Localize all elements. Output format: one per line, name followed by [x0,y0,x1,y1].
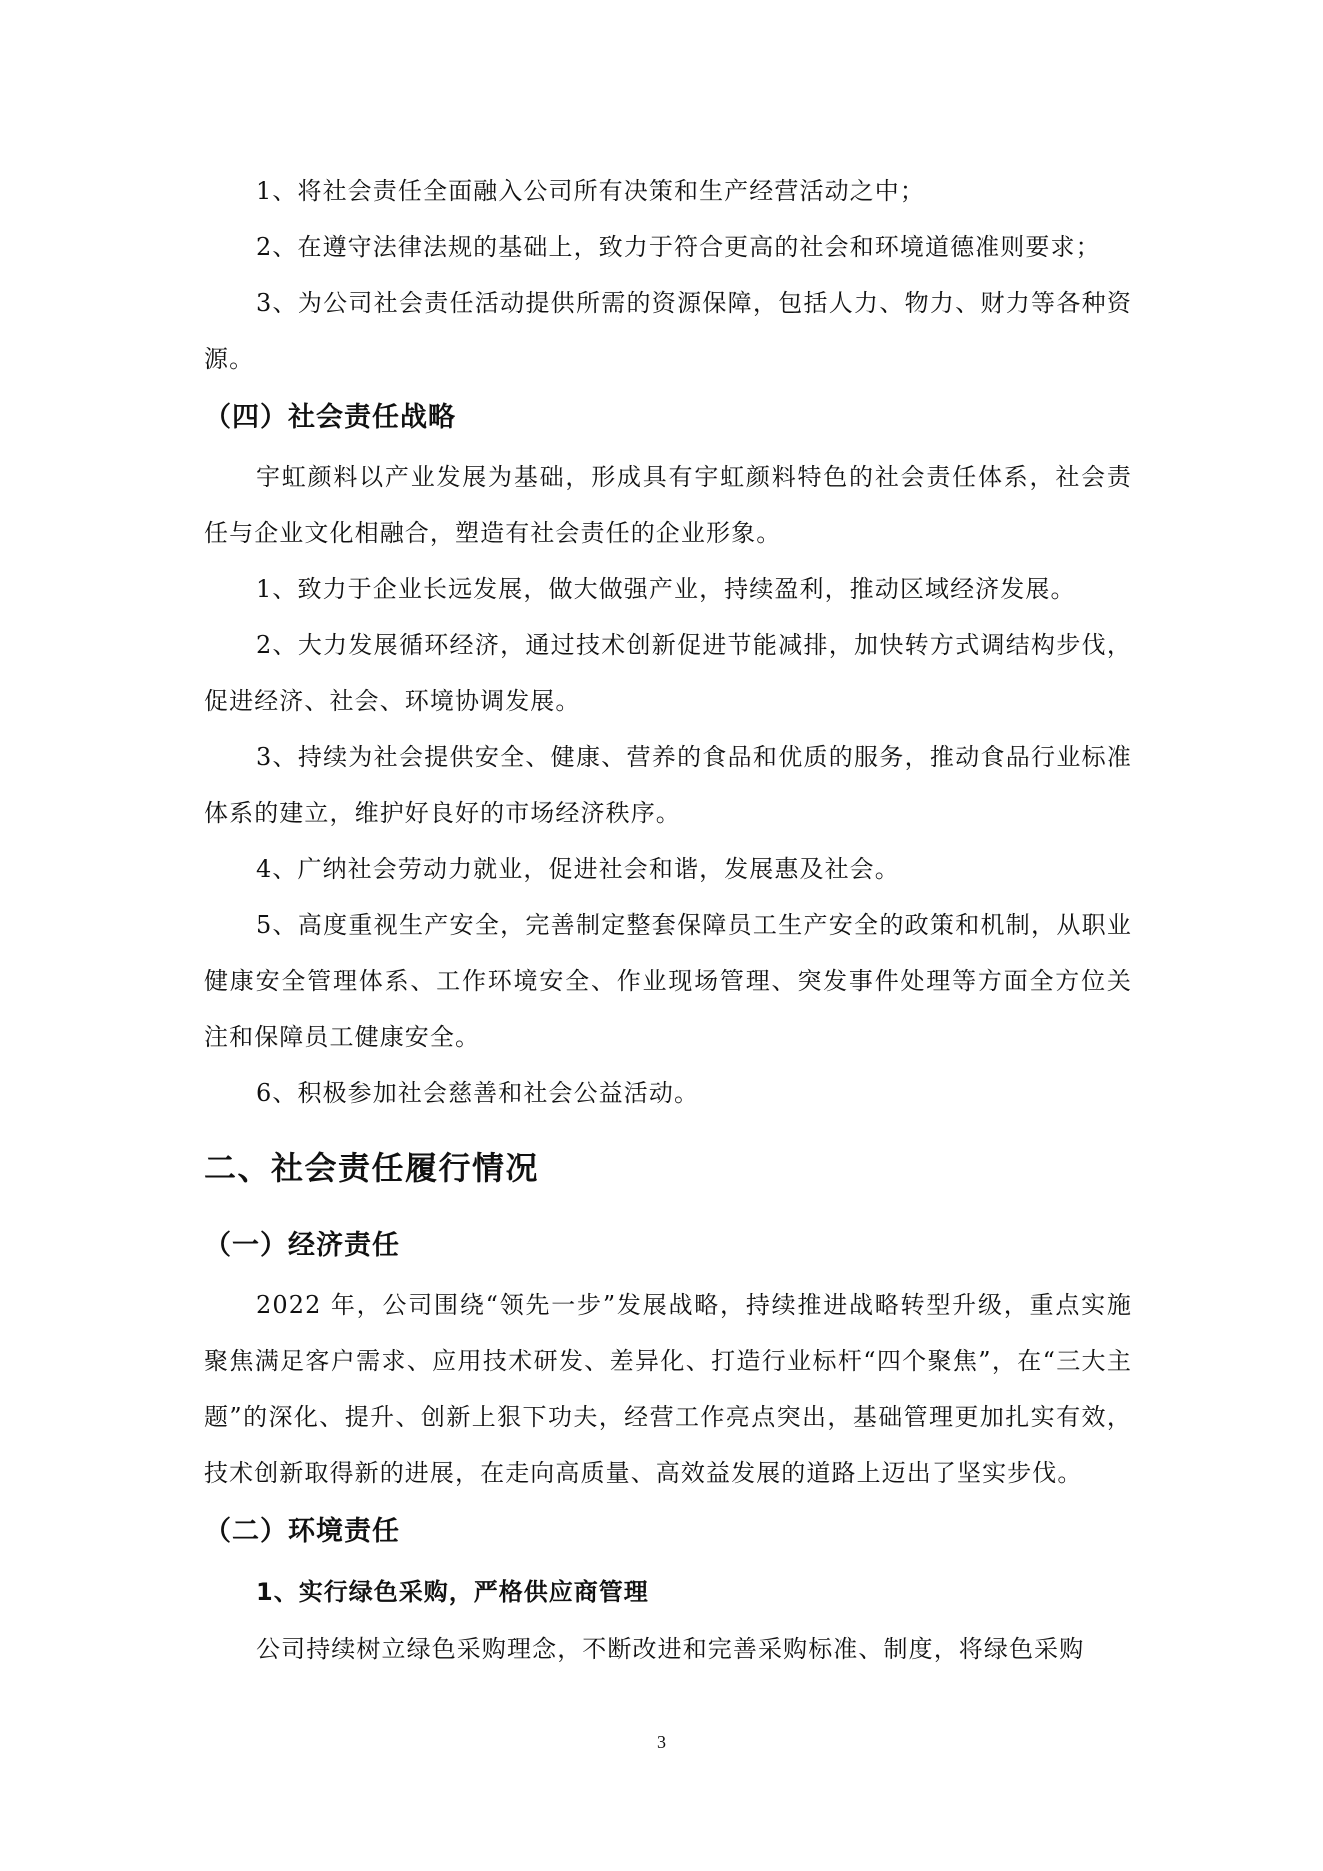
paragraph-green-procurement: 公司持续树立绿色采购理念，不断改进和完善采购标准、制度，将绿色采购 [256,1635,1085,1663]
paragraph-intro-1: 1、将社会责任全面融入公司所有决策和生产经营活动之中； [256,177,925,205]
paragraph-strategy-5: 5、高度重视生产安全，完善制定整套保障员工生产安全的政策和机制，从职业健康安全管理体系、工作环境安全、作业现场管理、突发事件处理等方面全方位关注和保障员工健康安全。 [204,911,1132,1051]
page-number: 3 [657,1732,666,1752]
paragraph-strategy-3: 3、持续为社会提供安全、健康、营养的食品和优质的服务，推动食品行业标准体系的建立，维护好良好的市场经济秩序。 [204,743,1132,827]
paragraph-strategy-6: 6、积极参加社会慈善和社会公益活动。 [256,1079,700,1107]
paragraph-intro-3: 3、为公司社会责任活动提供所需的资源保障，包括人力、物力、财力等各种资源。 [204,289,1132,373]
subheading-green-procurement: 1、实行绿色采购，严格供应商管理 [256,1578,649,1606]
paragraph-strategy-2: 2、大力发展循环经济，通过技术创新促进节能减排，加快转方式调结构步伐，促进经济、社会、环境协调发展。 [204,631,1132,715]
paragraph-economic: 2022 年，公司围绕“领先一步”发展战略，持续推进战略转型升级，重点实施聚焦满足客户需求、应用技术研发、差异化、打造行业标杆“四个聚焦”，在“三大主题”的深化、提升、创新上狠下功夫，经营工作亮点突出，基础管理更加扎实有效，技术创新取得新的进展，在走向高质量、高效益发展的道路上迈出了坚实步伐。 [204,1291,1132,1487]
chapter-heading-fulfillment: 二、社会责任履行情况 [204,1149,540,1187]
paragraph-strategy-intro: 宇虹颜料以产业发展为基础，形成具有宇虹颜料特色的社会责任体系，社会责任与企业文化相融合，塑造有社会责任的企业形象。 [204,463,1132,547]
section-heading-environmental: （二）环境责任 [204,1516,400,1547]
paragraph-strategy-4: 4、广纳社会劳动力就业，促进社会和谐，发展惠及社会。 [256,855,900,883]
section-heading-economic: （一）经济责任 [204,1230,400,1261]
section-heading-strategy: （四）社会责任战略 [204,402,456,433]
paragraph-intro-2: 2、在遵守法律法规的基础上，致力于符合更高的社会和环境道德准则要求； [256,233,1101,261]
page-content [204,163,1132,1677]
paragraph-strategy-1: 1、致力于企业长远发展，做大做强产业，持续盈利，推动区域经济发展。 [256,575,1076,603]
